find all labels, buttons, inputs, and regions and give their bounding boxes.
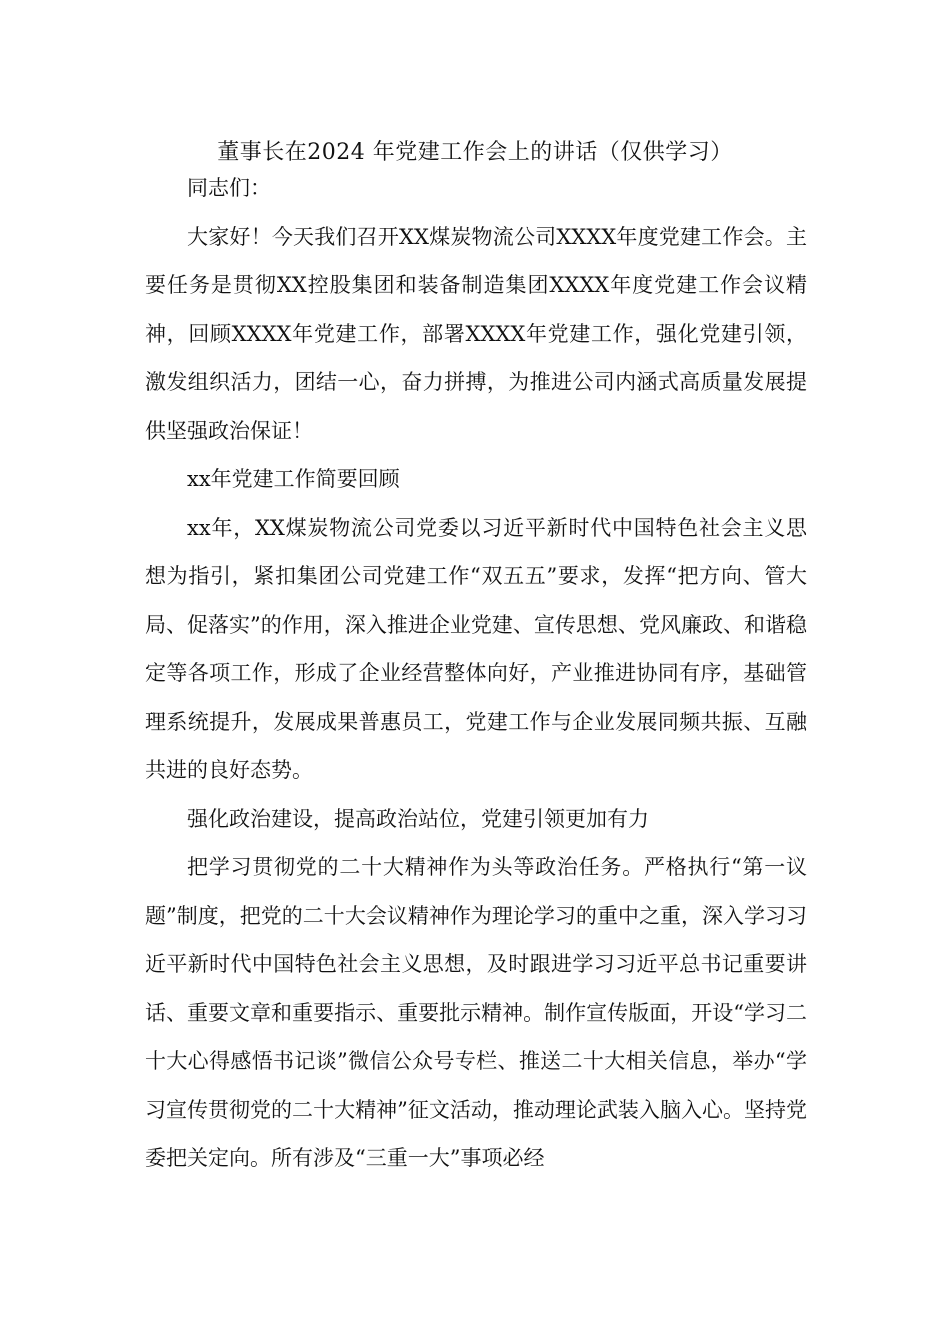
section-heading-review: xx年党建工作简要回顾 bbox=[187, 467, 400, 491]
paragraph-review: xx年，XX煤炭物流公司党委以习近平新时代中国特色社会主义思想为指引，紧扣集团公司党建工作“双五五”要求，发挥“把方向、管大局、促落实”的作用，深入推进企业党建、宣传思想、党风廉政、和谐稳定等各项工作，形成了企业经营整体向好，产业推进协同有序，基础管理系统提升，发展成果普惠员工，党建工作与企业发展同频共振、互融共进的良好态势。 bbox=[145, 515, 807, 782]
salutation: 同志们： bbox=[187, 176, 271, 200]
paragraph-political: 把学习贯彻党的二十大精神作为头等政治任务。严格执行“第一议题”制度，把党的二十大会议精神作为理论学习的重中之重，深入学习习近平新时代中国特色社会主义思想，及时跟进学习习近平总书记重要讲话、重要文章和重要指示、重要批示精神。制作宣传版面，开设“学习二十大心得感悟书记谈”微信公众号专栏、推送二十大相关信息，举办“学习宣传贯彻党的二十大精神”征文活动，推动理论武装入脑入心。坚持党委把关定向。所有涉及“三重一大”事项必经 bbox=[145, 855, 807, 1170]
section-heading-political: 强化政治建设，提高政治站位，党建引领更加有力 bbox=[187, 806, 649, 831]
paragraph-opening: 大家好！今天我们召开XX煤炭物流公司XXXX年度党建工作会。主要任务是贯彻XX控股集团和装备制造集团XXXX年度党建工作会议精神，回顾XXXX年党建工作，部署XXXX年党建工作，强化党建引领，激发组织活力，团结一心，奋力拼搏，为推进公司内涵式高质量发展提供坚强政治保证！ bbox=[145, 224, 807, 443]
document-title: 董事长在2024 年党建工作会上的讲话（仅供学习） bbox=[217, 140, 733, 165]
document-body bbox=[145, 164, 807, 1183]
